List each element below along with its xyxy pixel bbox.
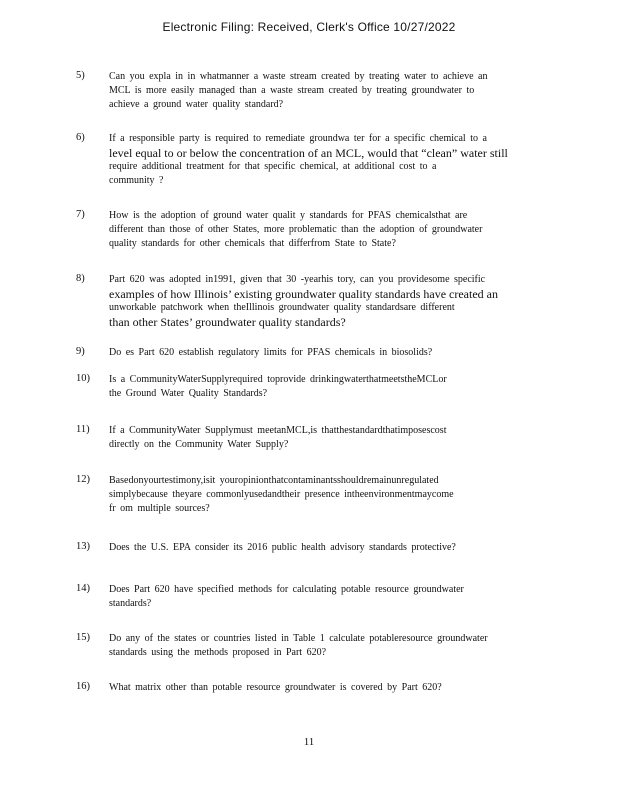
question-line: simplybecause theyare commonlyusedandtheir presence intheenvironmentmaycome [109, 489, 454, 500]
question-number: 5) [76, 70, 85, 81]
question-text [109, 681, 529, 695]
question-line: Does the U.S. EPA consider its 2016 public health advisory standards protective? [109, 542, 456, 553]
question-text [109, 209, 529, 251]
question-number: 12) [76, 474, 90, 485]
question-line: Do any of the states or countries listed in Table 1 calculate potableresource groundwater [109, 633, 488, 644]
question-line: level equal to or below the concentration of an MCL, would that “clean” water still [109, 146, 508, 160]
question-line: quality standards for other chemicals that differfrom State to State? [109, 238, 396, 249]
question-line: What matrix other than potable resource groundwater is covered by Part 620? [109, 682, 442, 693]
question-line: examples of how Illinois’ existing groundwater quality standards have created an [109, 287, 498, 301]
question-number: 10) [76, 373, 90, 384]
question-text [109, 273, 529, 329]
question-line: Part 620 was adopted in1991, given that 30 -yearhis tory, can you providesome specific [109, 274, 486, 285]
question-line: MCL is more easily managed than a waste stream created by treating groundwater to [109, 85, 475, 96]
question-line: directly on the Community Water Supply? [109, 439, 289, 450]
question-line: community ? [109, 175, 164, 186]
question-number: 8) [76, 273, 85, 284]
question-text [109, 70, 529, 112]
question-line: Is a CommunityWaterSupplyrequired toprovide drinkingwaterthatmeetstheMCLor [109, 374, 447, 385]
question-text [109, 632, 529, 660]
question-number: 13) [76, 541, 90, 552]
question-line: standards? [109, 598, 152, 609]
question-number: 6) [76, 132, 85, 143]
question-text [109, 583, 529, 611]
question-text [109, 132, 529, 188]
question-line: Do es Part 620 establish regulatory limits for PFAS chemicals in biosolids? [109, 347, 433, 358]
question-line: If a CommunityWater Supplymust meetanMCL,is thatthestandardthatimposescost [109, 425, 447, 436]
question-text [109, 474, 529, 516]
question-line: Can you expla in in whatmanner a waste stream created by treating water to achieve an [109, 71, 488, 82]
question-number: 7) [76, 209, 85, 220]
question-line: fr om multiple sources? [109, 503, 210, 514]
question-line: If a responsible party is required to remediate groundwa ter for a specific chemical to a [109, 133, 487, 144]
question-number: 11) [76, 424, 90, 435]
question-text [109, 424, 529, 452]
question-line: achieve a ground water quality standard? [109, 99, 284, 110]
question-number: 14) [76, 583, 90, 594]
question-number: 9) [76, 346, 85, 357]
question-text [109, 541, 529, 555]
question-text [109, 346, 529, 360]
filing-header: Electronic Filing: Received, Clerk's Office 10/27/2022 [162, 20, 456, 34]
question-line: require additional treatment for that specific chemical, at additional cost to a [109, 161, 437, 172]
question-line: different than those of other States, more problematic than the adoption of groundwater [109, 224, 483, 235]
question-number: 16) [76, 681, 90, 692]
question-number: 15) [76, 632, 90, 643]
question-line: unworkable patchwork when theIllinois groundwater quality standardsare different [109, 302, 455, 313]
question-line: the Ground Water Quality Standards? [109, 388, 268, 399]
question-line: Basedonyourtestimony,isit youropinionthatcontaminantsshouldremainunregulated [109, 475, 439, 486]
question-line: than other States’ groundwater quality standards? [109, 315, 346, 329]
question-line: Does Part 620 have specified methods for calculating potable resource groundwater [109, 584, 464, 595]
question-line: How is the adoption of ground water qualit y standards for PFAS chemicalsthat are [109, 210, 468, 221]
question-line: standards using the methods proposed in Part 620? [109, 647, 327, 658]
question-text [109, 373, 529, 401]
page-number: 11 [303, 736, 315, 748]
